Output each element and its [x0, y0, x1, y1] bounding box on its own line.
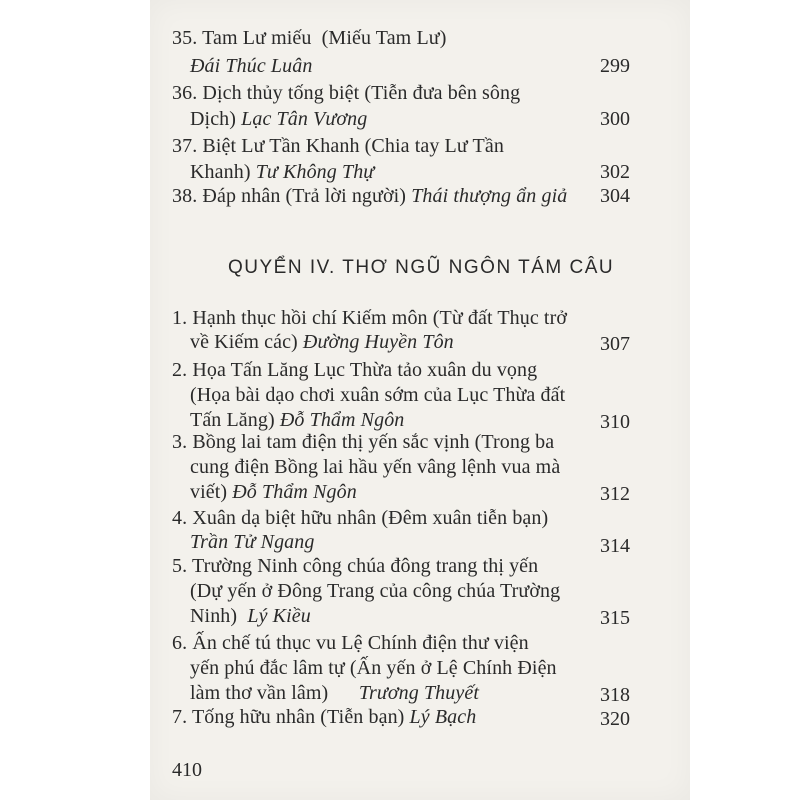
section-heading: QUYỂN IV. THƠ NGŨ NGÔN TÁM CÂU	[228, 257, 615, 278]
toc-entry-3-page: 312	[600, 483, 630, 505]
toc-entry-5-line2: (Dự yến ở Đông Trang của công chúa Trường	[190, 580, 561, 602]
toc-entry-5-line3: Ninh) Lý Kiều	[190, 605, 311, 627]
toc-entry-2-line1: 2. Họa Tấn Lăng Lục Thừa tảo xuân du vọng	[172, 359, 538, 381]
toc-entry-3-line3: viết) Đỗ Thẩm Ngôn	[190, 481, 357, 503]
toc-entry-1-line1: 1. Hạnh thục hồi chí Kiếm môn (Từ đất Thục trở	[172, 307, 568, 329]
toc-entry-6-page: 318	[600, 684, 630, 706]
toc-entry-1-page: 307	[600, 333, 630, 355]
page-number: 410	[172, 759, 202, 781]
toc-entry-36-line2: Dịch) Lạc Tân Vương	[190, 108, 368, 130]
book-page	[150, 0, 690, 800]
toc-entry-36-line1: 36. Dịch thủy tống biệt (Tiễn đưa bên sông	[172, 82, 521, 104]
toc-entry-5-line1: 5. Trường Ninh công chúa đông trang thị yến	[172, 555, 539, 577]
toc-entry-38-line1: 38. Đáp nhân (Trả lời người) Thái thượng ẩn giả	[172, 185, 568, 207]
toc-entry-3-line2: cung điện Bồng lai hầu yến vâng lệnh vua mà	[190, 456, 561, 478]
toc-entry-37-line1: 37. Biệt Lư Tần Khanh (Chia tay Lư Tần	[172, 135, 504, 157]
toc-entry-4-author: Trần Tử Ngang	[190, 531, 315, 553]
toc-entry-7-line1: 7. Tống hữu nhân (Tiễn bạn) Lý Bạch	[172, 706, 477, 728]
toc-entry-2-line2: (Họa bài dạo chơi xuân sớm của Lục Thừa đất	[190, 384, 566, 406]
toc-entry-35-line1: 35. Tam Lư miếu (Miếu Tam Lư)	[172, 27, 447, 49]
toc-entry-2-page: 310	[600, 411, 630, 433]
toc-entry-35-author: Đái Thúc Luân	[190, 55, 313, 77]
toc-entry-37-line2: Khanh) Tư Không Thự	[190, 161, 375, 183]
toc-entry-7-page: 320	[600, 708, 630, 730]
table-of-contents	[150, 0, 690, 800]
toc-entry-6-line2: yến phú đắc lâm tự (Ấn yến ở Lệ Chính Điện	[190, 657, 557, 679]
toc-entry-2-line3: Tấn Lăng) Đỗ Thẩm Ngôn	[190, 409, 405, 431]
toc-entry-35-page: 299	[600, 55, 630, 77]
toc-entry-5-page: 315	[600, 607, 630, 629]
toc-entry-37-page: 302	[600, 161, 630, 183]
toc-entry-6-line3: làm thơ vần lâm) Trương Thuyết	[190, 682, 479, 704]
toc-entry-38-page: 304	[600, 185, 630, 207]
toc-entry-4-line1: 4. Xuân dạ biệt hữu nhân (Đêm xuân tiễn bạn)	[172, 507, 549, 529]
toc-entry-6-line1: 6. Ấn chế tú thục vu Lệ Chính điện thư viện	[172, 632, 529, 654]
toc-entry-3-line1: 3. Bồng lai tam điện thị yến sắc vịnh (Trong ba	[172, 431, 555, 453]
toc-entry-36-page: 300	[600, 108, 630, 130]
toc-entry-1-line2: về Kiếm các) Đường Huyền Tôn	[190, 331, 454, 353]
toc-entry-4-page: 314	[600, 535, 630, 557]
